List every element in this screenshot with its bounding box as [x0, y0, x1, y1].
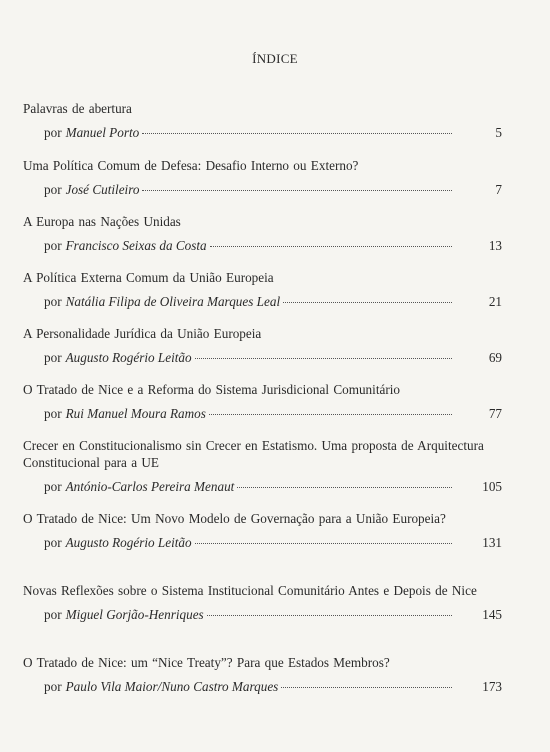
dot-leader	[207, 615, 452, 616]
dot-leader	[281, 687, 452, 688]
toc-por: por	[44, 479, 62, 494]
toc-page-number: 7	[495, 182, 502, 197]
toc-por: por	[44, 125, 62, 140]
toc-entry-title: A Política Externa Comum da União Europeia	[23, 270, 274, 285]
toc-author: Natália Filipa de Oliveira Marques Leal	[65, 294, 281, 309]
toc-entry	[23, 325, 502, 366]
toc-entry	[23, 269, 502, 310]
toc-entry-author-line	[23, 293, 502, 310]
index-heading: ÍNDICE	[252, 51, 298, 66]
dot-leader	[210, 246, 452, 247]
toc-entry-title: Palavras de abertura	[23, 101, 132, 116]
toc-entry-author-line	[23, 534, 502, 551]
toc-entry-author-line	[23, 237, 502, 254]
toc-page-number: 105	[482, 479, 502, 494]
toc-entry-author-line	[23, 678, 502, 695]
toc-por: por	[44, 679, 62, 694]
toc-entry-title: Novas Reflexões sobre o Sistema Institucional Comunitário Antes e Depois de Nice	[23, 583, 477, 598]
toc-author: Augusto Rogério Leitão	[65, 535, 192, 550]
toc-page-number: 5	[495, 125, 502, 140]
dot-leader	[142, 133, 452, 134]
toc-entry-title: A Europa nas Nações Unidas	[23, 214, 181, 229]
toc-por: por	[44, 350, 62, 365]
toc-author: Miguel Gorjão-Henriques	[65, 607, 204, 622]
toc-entry-author-line	[23, 478, 502, 495]
toc-entry-author-line	[23, 405, 502, 422]
toc-author: Francisco Seixas da Costa	[65, 238, 207, 253]
dot-leader	[283, 302, 452, 303]
toc-entry-title: O Tratado de Nice e a Reforma do Sistema Jurisdicional Comunitário	[23, 382, 400, 397]
toc-entry-author-line	[23, 181, 502, 198]
dot-leader	[195, 358, 452, 359]
toc-author: Manuel Porto	[65, 125, 140, 140]
toc-author: Rui Manuel Moura Ramos	[65, 406, 206, 421]
toc-entry	[23, 157, 502, 198]
toc-entry-title: A Personalidade Jurídica da União Europeia	[23, 326, 262, 341]
toc-por: por	[44, 182, 62, 197]
toc-entry-title: O Tratado de Nice: um “Nice Treaty”? Para que Estados Membros?	[23, 655, 390, 670]
toc-page-number: 131	[482, 535, 502, 550]
toc-por: por	[44, 406, 62, 421]
toc-por: por	[44, 535, 62, 550]
dot-leader	[209, 414, 452, 415]
toc-page-number: 69	[488, 350, 502, 365]
toc-entry-title: O Tratado de Nice: Um Novo Modelo de Governação para a União Europeia?	[23, 511, 446, 526]
toc-author: Augusto Rogério Leitão	[65, 350, 192, 365]
toc-entry-author-line	[23, 606, 502, 623]
toc-entry-author-line	[23, 124, 502, 141]
toc-entry-author-line	[23, 349, 502, 366]
toc-page-number: 77	[488, 406, 502, 421]
toc-entry	[23, 582, 502, 623]
toc-entry-title: Uma Política Comum de Defesa: Desafio Interno ou Externo?	[23, 158, 359, 173]
toc-entry	[23, 654, 502, 695]
toc-author: José Cutileiro	[65, 182, 140, 197]
toc-entry	[23, 381, 502, 422]
toc-page-number: 173	[482, 679, 502, 694]
toc-entry	[23, 213, 502, 254]
toc-author: Paulo Vila Maior/Nuno Castro Marques	[65, 679, 279, 694]
toc-entry	[23, 437, 502, 495]
toc-page-number: 145	[482, 607, 502, 622]
toc-page-number: 13	[488, 238, 502, 253]
toc-entry	[23, 100, 502, 141]
toc-por: por	[44, 607, 62, 622]
toc-por: por	[44, 294, 62, 309]
dot-leader	[142, 190, 452, 191]
dot-leader	[237, 487, 452, 488]
toc-entry	[23, 510, 502, 551]
dot-leader	[195, 543, 452, 544]
toc-page-number: 21	[488, 294, 502, 309]
toc-entry-title: Crecer en Constitucionalismo sin Crecer en Estatismo. Uma proposta de Arquitectura Constitucional para a UE	[23, 438, 484, 470]
toc-author: António-Carlos Pereira Menaut	[65, 479, 235, 494]
toc-por: por	[44, 238, 62, 253]
